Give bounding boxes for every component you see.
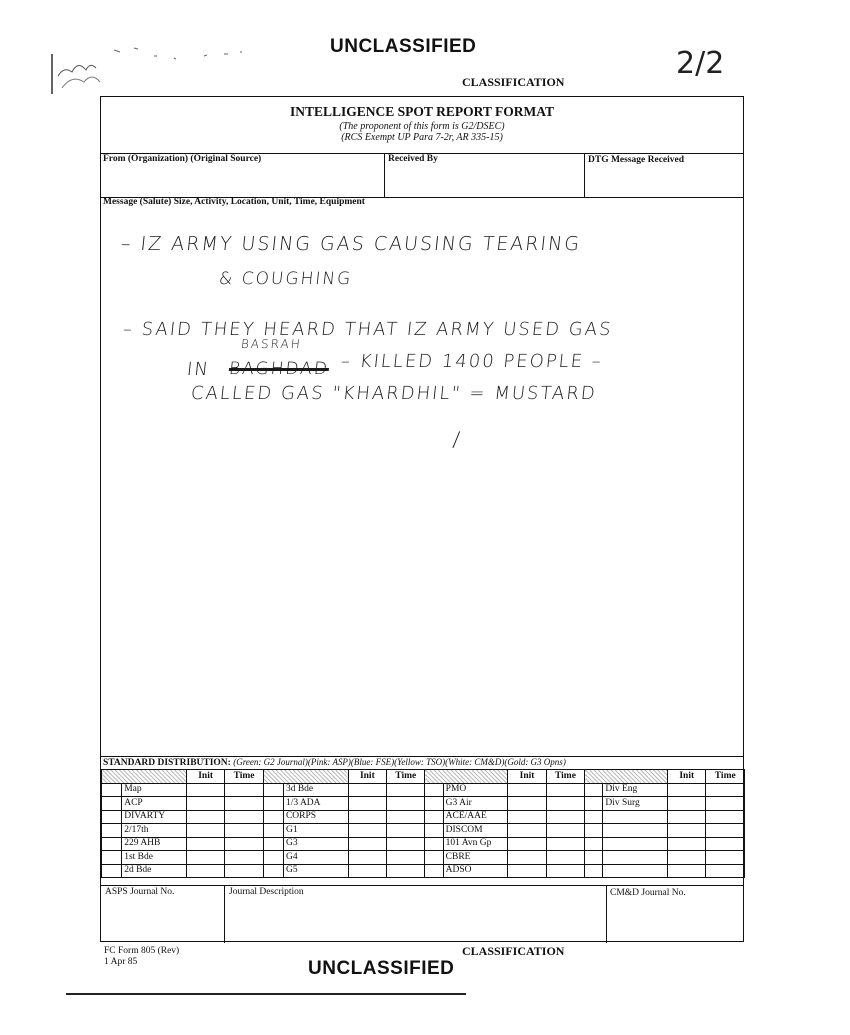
dist-time-cell[interactable] xyxy=(387,783,425,797)
dist-unit-name: 101 Avn Gp xyxy=(443,837,508,851)
dist-init-cell[interactable] xyxy=(348,797,386,811)
dist-time-cell[interactable] xyxy=(225,783,263,797)
dist-unit-name: Div Surg xyxy=(603,797,668,811)
dist-init-cell[interactable] xyxy=(508,783,546,797)
dist-unit-name: G3 Air xyxy=(443,797,508,811)
dist-init-cell[interactable] xyxy=(508,864,546,878)
message-line-1: – IZ ARMY USING GAS CAUSING TEARING xyxy=(119,233,583,255)
dist-header-hatch xyxy=(585,770,668,784)
dist-blank-cell xyxy=(585,810,603,824)
dist-blank-cell xyxy=(263,797,283,811)
message-line-4: – KILLED 1400 PEOPLE – xyxy=(339,351,604,372)
dist-time-cell[interactable] xyxy=(706,783,745,797)
received-by-label: Received By xyxy=(388,154,438,164)
spot-report-form xyxy=(100,96,744,942)
form-title: INTELLIGENCE SPOT REPORT FORMAT xyxy=(290,104,554,119)
dist-blank-cell xyxy=(585,851,603,865)
message-line-4-prefix: IN xyxy=(185,359,211,380)
dist-blank-cell xyxy=(425,837,443,851)
dist-unit-name: CORPS xyxy=(283,810,348,824)
dist-unit-name: 2d Bde xyxy=(122,864,187,878)
dist-time-cell[interactable] xyxy=(387,851,425,865)
dist-init-cell[interactable] xyxy=(186,837,224,851)
dist-unit-name: DISCOM xyxy=(443,824,508,838)
dtg-label: DTG Message Received xyxy=(588,155,685,165)
dist-init-cell[interactable] xyxy=(186,783,224,797)
dist-blank-cell xyxy=(263,837,283,851)
dist-time-cell[interactable] xyxy=(225,864,263,878)
from-label: From (Organization) (Original Source) xyxy=(103,154,262,164)
message-line-5: CALLED GAS "KHARDHIL" = MUSTARD xyxy=(189,383,598,404)
dist-blank-cell xyxy=(425,824,443,838)
dist-unit-name: 1st Bde xyxy=(122,851,187,865)
dist-time-cell[interactable] xyxy=(225,837,263,851)
distribution-grid xyxy=(101,769,745,878)
dist-unit-name: ADSO xyxy=(443,864,508,878)
message-label: Message (Salute) Size, Activity, Location, Unit, Time, Equipment xyxy=(103,197,365,207)
dist-time-cell[interactable] xyxy=(387,824,425,838)
dist-init-cell[interactable] xyxy=(668,837,706,851)
dist-blank-cell xyxy=(585,864,603,878)
dist-blank-cell xyxy=(585,797,603,811)
dist-time-cell[interactable] xyxy=(225,810,263,824)
dist-init-cell[interactable] xyxy=(348,810,386,824)
dist-init-cell[interactable] xyxy=(348,783,386,797)
dist-blank-cell xyxy=(585,783,603,797)
asps-journal-label: ASPS Journal No. xyxy=(105,887,175,897)
dist-blank-cell xyxy=(102,837,122,851)
dist-header-init: Init xyxy=(508,770,546,784)
dist-init-cell[interactable] xyxy=(508,851,546,865)
dist-row xyxy=(102,783,745,797)
form-rcs: (RCS Exempt UP Para 7-2r, AR 335-15) xyxy=(341,132,503,143)
dist-unit-name xyxy=(603,851,668,865)
dist-blank-cell xyxy=(425,864,443,878)
dist-time-cell[interactable] xyxy=(706,824,745,838)
dist-init-cell[interactable] xyxy=(348,864,386,878)
form-proponent: (The proponent of this form is G2/DSEC) xyxy=(339,121,505,132)
dist-init-cell[interactable] xyxy=(186,851,224,865)
form-number: FC Form 805 (Rev) xyxy=(104,946,180,956)
message-mark: / xyxy=(451,427,464,451)
dist-time-cell[interactable] xyxy=(387,864,425,878)
dist-header-hatch xyxy=(263,770,348,784)
cmd-journal-label: CM&D Journal No. xyxy=(610,888,686,898)
message-line-2: & COUGHING xyxy=(217,269,354,289)
dist-time-cell[interactable] xyxy=(225,851,263,865)
dist-header-hatch xyxy=(102,770,187,784)
dist-header-init: Init xyxy=(668,770,706,784)
dist-unit-name: DIVARTY xyxy=(122,810,187,824)
dist-time-cell[interactable] xyxy=(546,851,584,865)
dist-blank-cell xyxy=(425,783,443,797)
dist-unit-name: 2/17th xyxy=(122,824,187,838)
dist-blank-cell xyxy=(102,851,122,865)
dist-init-cell[interactable] xyxy=(508,824,546,838)
dist-time-cell[interactable] xyxy=(225,797,263,811)
dist-header-init: Init xyxy=(348,770,386,784)
dist-blank-cell xyxy=(102,783,122,797)
dist-blank-cell xyxy=(102,864,122,878)
dist-row xyxy=(102,864,745,878)
dist-row xyxy=(102,851,745,865)
dist-init-cell[interactable] xyxy=(348,837,386,851)
dist-blank-cell xyxy=(263,864,283,878)
form-date: 1 Apr 85 xyxy=(104,957,138,967)
classification-top: CLASSIFICATION xyxy=(462,75,565,89)
distribution-colors: (Green: G2 Journal)(Pink: ASP)(Blue: FSE)(Yellow: TSO)(White: CM&D)(Gold: G3 Opns) xyxy=(233,757,566,767)
dist-time-cell[interactable] xyxy=(387,837,425,851)
dist-time-cell[interactable] xyxy=(225,824,263,838)
dist-row xyxy=(102,810,745,824)
distribution-label xyxy=(103,757,566,768)
banner-bottom: UNCLASSIFIED xyxy=(308,958,455,979)
dist-time-cell[interactable] xyxy=(706,797,745,811)
dist-blank-cell xyxy=(425,810,443,824)
dist-time-cell[interactable] xyxy=(706,851,745,865)
journal-description-label: Journal Description xyxy=(229,887,304,897)
dist-unit-name: CBRE xyxy=(443,851,508,865)
banner-top: UNCLASSIFIED xyxy=(330,36,477,57)
dist-init-cell[interactable] xyxy=(186,864,224,878)
dist-blank-cell xyxy=(585,837,603,851)
dist-header-time: Time xyxy=(387,770,425,784)
dist-unit-name: G1 xyxy=(283,824,348,838)
dist-header-time: Time xyxy=(225,770,263,784)
dist-time-cell[interactable] xyxy=(546,824,584,838)
dist-init-cell[interactable] xyxy=(348,851,386,865)
dist-init-cell[interactable] xyxy=(508,810,546,824)
dist-time-cell[interactable] xyxy=(546,837,584,851)
dist-unit-name: G3 xyxy=(283,837,348,851)
dist-unit-name: G4 xyxy=(283,851,348,865)
dist-init-cell[interactable] xyxy=(668,810,706,824)
dist-blank-cell xyxy=(102,797,122,811)
dist-row xyxy=(102,824,745,838)
dist-row xyxy=(102,837,745,851)
dist-time-cell[interactable] xyxy=(706,837,745,851)
page-number: 2/2 xyxy=(676,46,725,81)
dist-blank-cell xyxy=(102,824,122,838)
dist-unit-name: 229 AHB xyxy=(122,837,187,851)
dist-blank-cell xyxy=(263,824,283,838)
dist-time-cell[interactable] xyxy=(546,864,584,878)
dist-blank-cell xyxy=(263,783,283,797)
message-struck-word: BAGHDAD xyxy=(227,359,330,379)
dist-unit-name xyxy=(603,864,668,878)
dist-unit-name: PMO xyxy=(443,783,508,797)
dist-unit-name: 3d Bde xyxy=(283,783,348,797)
dist-init-cell[interactable] xyxy=(668,783,706,797)
dist-unit-name: ACE/AAE xyxy=(443,810,508,824)
message-correction: BASRAH xyxy=(240,337,303,351)
dist-unit-name: ACP xyxy=(122,797,187,811)
dist-header-time: Time xyxy=(546,770,584,784)
dist-time-cell[interactable] xyxy=(706,810,745,824)
dist-unit-name: Map xyxy=(122,783,187,797)
dist-blank-cell xyxy=(263,851,283,865)
dist-init-cell[interactable] xyxy=(186,824,224,838)
dist-time-cell[interactable] xyxy=(546,783,584,797)
dist-time-cell[interactable] xyxy=(546,797,584,811)
dist-time-cell[interactable] xyxy=(387,797,425,811)
dist-init-cell[interactable] xyxy=(668,824,706,838)
dist-time-cell[interactable] xyxy=(387,810,425,824)
dist-init-cell[interactable] xyxy=(508,797,546,811)
dist-unit-name: G5 xyxy=(283,864,348,878)
dist-init-cell[interactable] xyxy=(668,864,706,878)
dist-blank-cell xyxy=(425,797,443,811)
dist-header-hatch xyxy=(425,770,508,784)
dist-unit-name xyxy=(603,837,668,851)
dist-blank-cell xyxy=(425,851,443,865)
dist-unit-name xyxy=(603,810,668,824)
dist-init-cell[interactable] xyxy=(186,810,224,824)
distribution-title: STANDARD DISTRIBUTION: xyxy=(103,758,231,768)
dist-init-cell[interactable] xyxy=(508,837,546,851)
dist-blank-cell xyxy=(585,824,603,838)
dist-unit-name: 1/3 ADA xyxy=(283,797,348,811)
message-line-3: – SAID THEY HEARD THAT IZ ARMY USED GAS xyxy=(121,319,614,340)
dist-row xyxy=(102,797,745,811)
dist-header-time: Time xyxy=(706,770,745,784)
dist-blank-cell xyxy=(263,810,283,824)
dist-init-cell[interactable] xyxy=(668,797,706,811)
dist-header-init: Init xyxy=(186,770,224,784)
dist-time-cell[interactable] xyxy=(706,864,745,878)
dist-init-cell[interactable] xyxy=(186,797,224,811)
dist-time-cell[interactable] xyxy=(546,810,584,824)
scan-edge xyxy=(66,993,466,995)
dist-init-cell[interactable] xyxy=(348,824,386,838)
dist-init-cell[interactable] xyxy=(668,851,706,865)
dist-unit-name xyxy=(603,824,668,838)
dist-unit-name: Div Eng xyxy=(603,783,668,797)
dist-blank-cell xyxy=(102,810,122,824)
classification-bottom: CLASSIFICATION xyxy=(462,944,565,958)
